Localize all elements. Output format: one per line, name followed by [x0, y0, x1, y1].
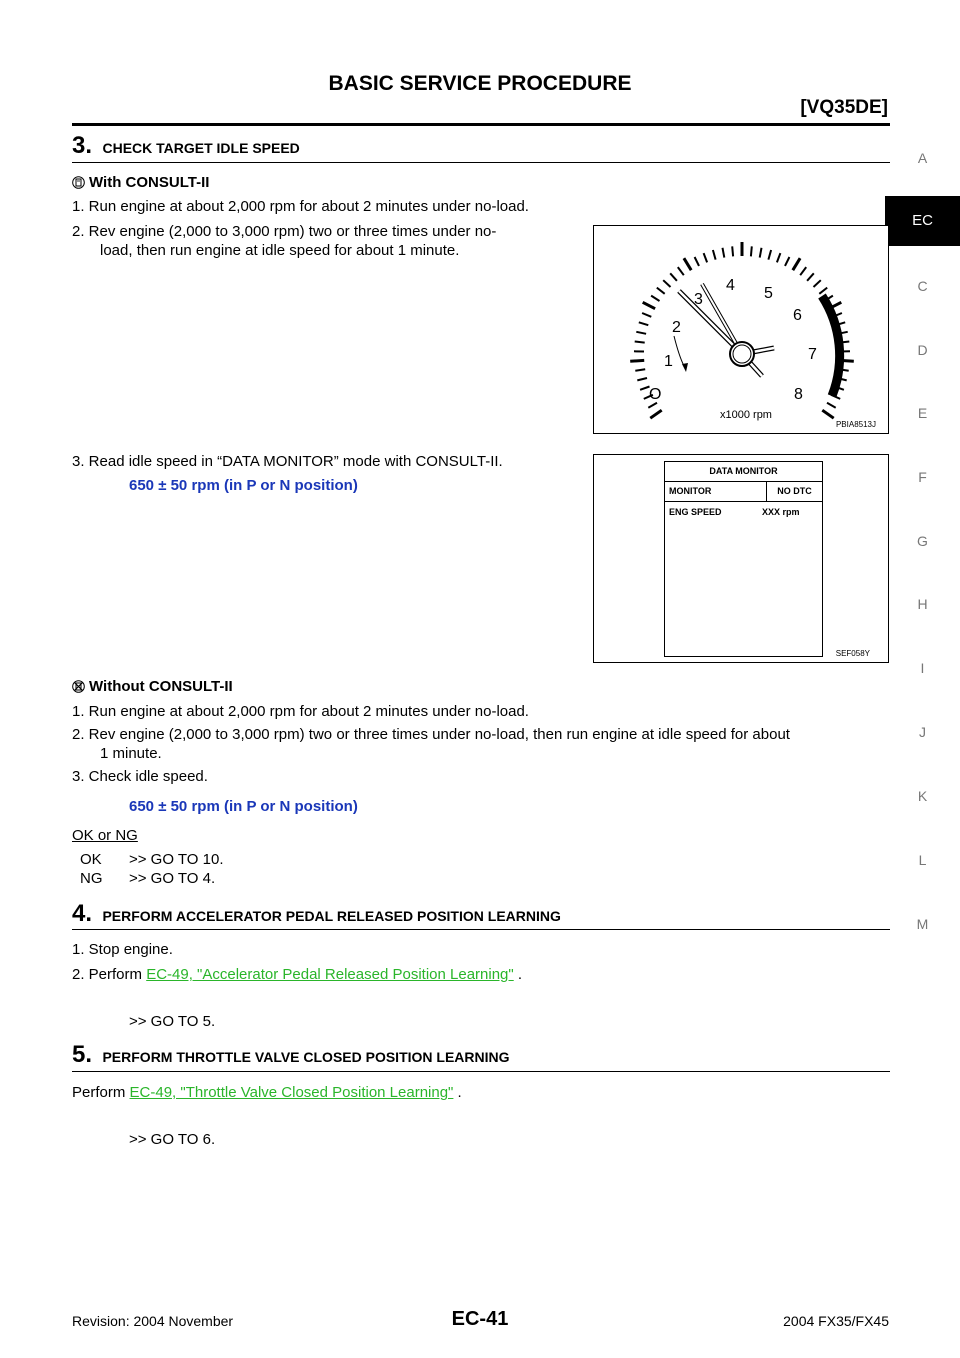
- dial-tick: [651, 296, 659, 301]
- index-letter[interactable]: H: [917, 596, 928, 612]
- figure-code: PBIA8513J: [835, 420, 876, 429]
- page-number: EC-41: [451, 1308, 509, 1330]
- index-active-tab[interactable]: EC: [885, 196, 960, 246]
- body-text: .: [453, 1084, 462, 1101]
- list-item-text: .: [513, 966, 523, 983]
- index-letter[interactable]: L: [918, 852, 927, 868]
- dial-tick: [678, 267, 684, 275]
- dial-number: 6: [793, 307, 802, 324]
- monitor-col-header: NO DTC: [777, 486, 812, 496]
- dial-number: 5: [764, 285, 773, 302]
- list-item: 1. Run engine at about 2,000 rpm for about 2 minutes under no-load.: [72, 198, 529, 215]
- goto-text: >> GO TO 6.: [129, 1131, 216, 1148]
- spec-value: 650 ± 50 rpm (in P or N position): [129, 477, 358, 494]
- dial-tick: [785, 257, 789, 266]
- step-title: PERFORM ACCELERATOR PEDAL RELEASED POSITION LEARNING: [102, 908, 561, 924]
- list-item: 2. Rev engine (2,000 to 3,000 rpm) two or three times under no-load, then run engine at idle speed for about: [72, 726, 790, 743]
- dial-tick: [732, 246, 733, 256]
- list-item: 1 minute.: [100, 745, 162, 762]
- dial-tick: [704, 253, 708, 262]
- procedure-link[interactable]: EC-49, "Accelerator Pedal Released Position Learning": [146, 966, 514, 983]
- without-consult-heading: [72, 677, 233, 697]
- dial-tick: [768, 250, 771, 260]
- monitor-row-label: ENG SPEED: [669, 507, 722, 517]
- dial-number: 8: [794, 386, 803, 403]
- dial-tick: [800, 267, 806, 275]
- dial-tick: [636, 332, 646, 334]
- list-item: 2. Rev engine (2,000 to 3,000 rpm) two or three times under no-: [72, 223, 497, 240]
- dial-tick: [807, 273, 814, 281]
- no-consult-icon: [72, 679, 85, 692]
- list-item: 3. Read idle speed in “DATA MONITOR” mode with CONSULT-II.: [72, 453, 503, 470]
- dial-number: 3: [694, 291, 703, 308]
- dial-tick: [648, 403, 657, 408]
- index-letter[interactable]: F: [918, 469, 927, 485]
- step-number: 5.: [72, 1041, 93, 1068]
- dial-tick: [650, 410, 661, 418]
- dial-number: 4: [726, 277, 735, 294]
- ok-ng-label: OK or NG: [72, 827, 138, 844]
- dial-tick: [814, 280, 821, 287]
- list-item-text: 2. Perform: [72, 966, 147, 983]
- step-rule: [72, 1071, 890, 1072]
- dial-tick: [670, 273, 677, 281]
- dial-tick: [657, 288, 665, 294]
- dial-tick: [827, 403, 836, 408]
- dial-unit: x1000 rpm: [720, 409, 772, 421]
- monitor-title: DATA MONITOR: [665, 462, 822, 482]
- dial-tick: [639, 322, 649, 325]
- index-letter[interactable]: A: [917, 150, 928, 166]
- goto-text: >> GO TO 5.: [129, 1013, 216, 1030]
- index-letter[interactable]: K: [917, 788, 928, 804]
- dial-tick: [637, 378, 647, 380]
- step-5-heading: [72, 1041, 510, 1069]
- dial-number: 7: [808, 346, 817, 363]
- dial-tick: [630, 360, 644, 361]
- step-3-heading: [72, 132, 300, 160]
- ok-action: >> GO TO 10.: [129, 851, 224, 868]
- dial-tick: [760, 248, 762, 258]
- index-letter[interactable]: M: [916, 916, 929, 932]
- monitor-col-header: MONITOR: [665, 482, 767, 501]
- index-letter[interactable]: I: [920, 660, 925, 676]
- header-rule: [72, 123, 890, 126]
- figure-code: SEF058Y: [835, 649, 870, 658]
- dial-tick: [819, 288, 827, 294]
- dial-tick: [723, 248, 725, 258]
- dial-tick: [822, 410, 833, 418]
- engine-code: [VQ35DE]: [800, 97, 888, 118]
- dial-number: 2: [672, 319, 681, 336]
- step-4-heading: [72, 900, 561, 928]
- monitor-row-value: XXX rpm: [762, 507, 800, 517]
- ng-action: >> GO TO 4.: [129, 870, 216, 887]
- without-consult-label: Without CONSULT-II: [89, 678, 233, 695]
- consult-icon: [72, 175, 85, 188]
- dial-tick: [695, 257, 699, 266]
- list-item: 1. Run engine at about 2,000 rpm for about 2 minutes under no-load.: [72, 703, 529, 720]
- step-rule: [72, 929, 890, 930]
- index-letter[interactable]: J: [919, 724, 926, 740]
- dial-tick: [751, 246, 752, 256]
- spec-value: 650 ± 50 rpm (in P or N position): [129, 798, 358, 815]
- with-consult-heading: [72, 173, 209, 193]
- dial-tick: [663, 280, 670, 287]
- index-letter[interactable]: G: [917, 533, 928, 549]
- dial-tick: [643, 302, 655, 308]
- index-letter[interactable]: E: [917, 405, 928, 421]
- list-item: 3. Check idle speed.: [72, 768, 208, 785]
- monitor-row: [665, 502, 822, 522]
- index-letter[interactable]: C: [917, 278, 928, 294]
- step-rule: [72, 162, 890, 163]
- step-number: 3.: [72, 132, 93, 159]
- list-item: [72, 965, 522, 985]
- page-title: BASIC SERVICE PROCEDURE: [328, 72, 632, 95]
- dial-tick: [635, 342, 645, 343]
- procedure-link[interactable]: EC-49, "Throttle Valve Closed Position Learning": [129, 1084, 454, 1101]
- monitor-screen: [664, 461, 823, 657]
- dial-tick: [777, 253, 781, 262]
- revision-text: Revision: 2004 November: [72, 1313, 234, 1329]
- ok-label: OK: [80, 851, 102, 868]
- index-letter[interactable]: D: [917, 342, 928, 358]
- list-item: load, then run engine at idle speed for about 1 minute.: [100, 242, 460, 259]
- step-title: PERFORM THROTTLE VALVE CLOSED POSITION LEARNING: [102, 1049, 510, 1065]
- with-consult-label: With CONSULT-II: [89, 174, 210, 191]
- ng-label: NG: [80, 870, 103, 887]
- dial-tick: [684, 258, 691, 270]
- data-monitor-figure: [593, 454, 889, 663]
- tachometer-dial: [594, 226, 888, 433]
- monitor-header-row: [665, 482, 822, 502]
- step-title: CHECK TARGET IDLE SPEED: [102, 140, 300, 156]
- dial-tick: [713, 250, 716, 260]
- dial-tick: [642, 313, 651, 317]
- dial-tick: [635, 369, 645, 371]
- dial-number: 1: [664, 353, 673, 370]
- step-5-text: [72, 1083, 462, 1103]
- list-item: 1. Stop engine.: [72, 941, 173, 958]
- step-number: 4.: [72, 900, 93, 927]
- model-text: 2004 FX35/FX45: [783, 1313, 889, 1329]
- tachometer-figure: [593, 225, 889, 434]
- body-text: Perform: [72, 1084, 130, 1101]
- dial-tick: [793, 258, 800, 270]
- dial-number: O: [649, 386, 662, 403]
